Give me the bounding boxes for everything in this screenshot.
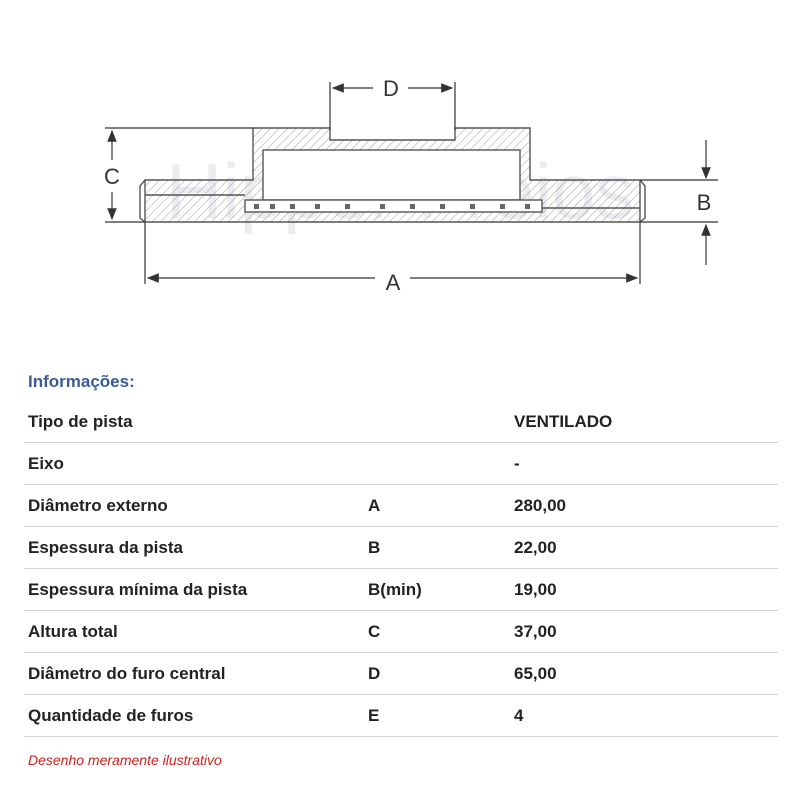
row-code: A <box>364 485 510 527</box>
row-value: 65,00 <box>510 653 778 695</box>
row-code: C <box>364 611 510 653</box>
row-code <box>364 401 510 443</box>
dimension-d-label: D <box>383 76 399 101</box>
dimension-a-label: A <box>385 270 401 295</box>
spec-table <box>24 401 778 737</box>
row-value: VENTILADO <box>510 401 778 443</box>
row-value: - <box>510 443 778 485</box>
row-label: Eixo <box>24 443 364 485</box>
dimension-b-label: B <box>696 190 712 215</box>
table-row <box>24 527 778 569</box>
row-value: 280,00 <box>510 485 778 527</box>
disclaimer-note: Desenho meramente ilustrativo <box>28 752 222 768</box>
table-row <box>24 485 778 527</box>
table-row <box>24 569 778 611</box>
row-label: Espessura da pista <box>24 527 364 569</box>
info-title: Informações: <box>28 372 135 391</box>
table-row <box>24 443 778 485</box>
row-label: Tipo de pista <box>24 401 364 443</box>
table-row <box>24 695 778 737</box>
row-code <box>364 443 510 485</box>
row-label: Diâmetro externo <box>24 485 364 527</box>
row-value: 37,00 <box>510 611 778 653</box>
row-label: Quantidade de furos <box>24 695 364 737</box>
row-code: B <box>364 527 510 569</box>
dimension-c-label: C <box>104 164 120 189</box>
row-label: Espessura mínima da pista <box>24 569 364 611</box>
brake-disc-drawing <box>0 0 800 345</box>
table-row <box>24 611 778 653</box>
table-row <box>24 401 778 443</box>
table-row <box>24 653 778 695</box>
row-label: Altura total <box>24 611 364 653</box>
row-code: B(min) <box>364 569 510 611</box>
row-label: Diâmetro do furo central <box>24 653 364 695</box>
row-value: 19,00 <box>510 569 778 611</box>
row-value: 4 <box>510 695 778 737</box>
row-code: E <box>364 695 510 737</box>
row-value: 22,00 <box>510 527 778 569</box>
row-code: D <box>364 653 510 695</box>
